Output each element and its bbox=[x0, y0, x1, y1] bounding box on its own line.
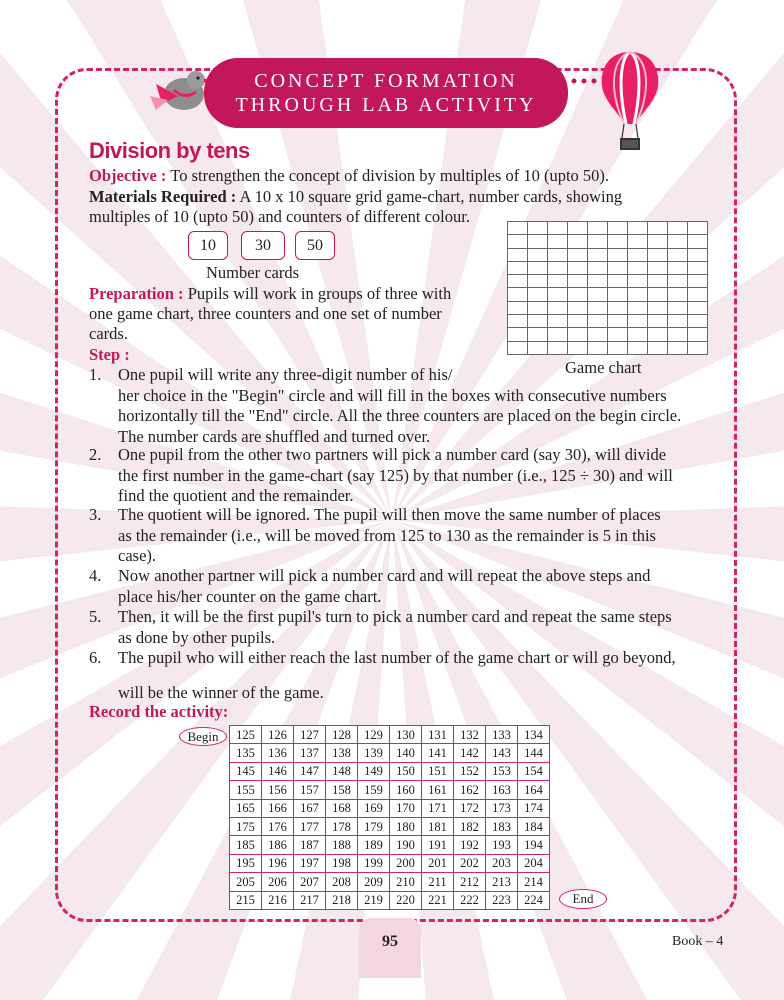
record-cell: 146 bbox=[262, 762, 294, 780]
record-row bbox=[230, 836, 550, 854]
section-title: Division by tens bbox=[89, 138, 250, 163]
game-chart-cell bbox=[688, 261, 708, 274]
step-line: horizontally till the "End" circle. All the three counters are placed on the begin circle. bbox=[118, 406, 682, 425]
record-cell: 161 bbox=[422, 781, 454, 799]
record-cell: 214 bbox=[518, 873, 550, 891]
game-chart-cell bbox=[668, 328, 688, 341]
game-chart-cell bbox=[608, 261, 628, 274]
record-cell: 176 bbox=[262, 817, 294, 835]
record-cell: 144 bbox=[518, 744, 550, 762]
record-cell: 222 bbox=[454, 891, 486, 909]
record-row bbox=[230, 781, 550, 799]
game-chart-cell bbox=[628, 288, 648, 301]
preparation-line-1 bbox=[89, 284, 451, 304]
number-cards-caption: Number cards bbox=[206, 263, 300, 282]
game-chart-cell bbox=[508, 235, 528, 248]
game-chart-cell bbox=[548, 341, 568, 354]
record-cell: 137 bbox=[294, 744, 326, 762]
game-chart-cell bbox=[628, 222, 648, 235]
materials-text-1: A 10 x 10 square grid game-chart, number cards, showing bbox=[236, 187, 623, 206]
record-cell: 199 bbox=[358, 854, 390, 872]
step-line: place his/her counter on the game chart. bbox=[118, 586, 382, 606]
record-cell: 223 bbox=[486, 891, 518, 909]
record-cell: 190 bbox=[390, 836, 422, 854]
record-cell: 164 bbox=[518, 781, 550, 799]
record-cell: 216 bbox=[262, 891, 294, 909]
record-cell: 169 bbox=[358, 799, 390, 817]
game-chart-cell bbox=[668, 222, 688, 235]
record-cell: 158 bbox=[326, 781, 358, 799]
game-chart-cell bbox=[688, 275, 708, 288]
record-cell: 139 bbox=[358, 744, 390, 762]
record-cell: 182 bbox=[454, 817, 486, 835]
record-cell: 156 bbox=[262, 781, 294, 799]
concept-banner bbox=[204, 58, 568, 128]
game-chart-cell bbox=[588, 222, 608, 235]
game-chart-cell bbox=[588, 315, 608, 328]
game-chart-cell bbox=[568, 275, 588, 288]
record-cell: 131 bbox=[422, 726, 454, 744]
game-chart-cell bbox=[508, 248, 528, 261]
game-chart-cell bbox=[608, 288, 628, 301]
game-chart-cell bbox=[588, 275, 608, 288]
record-cell: 153 bbox=[486, 762, 518, 780]
game-chart-cell bbox=[628, 275, 648, 288]
step-line: case). bbox=[118, 546, 157, 565]
record-chart bbox=[229, 725, 550, 910]
record-cell: 165 bbox=[230, 799, 262, 817]
game-chart-cell bbox=[588, 341, 608, 354]
record-cell: 215 bbox=[230, 891, 262, 909]
record-cell: 224 bbox=[518, 891, 550, 909]
record-cell: 192 bbox=[454, 836, 486, 854]
number-card-30: 30 bbox=[241, 231, 285, 260]
record-row bbox=[230, 891, 550, 909]
step-line: The quotient will be ignored. The pupil will then move the same number of places bbox=[118, 505, 661, 524]
game-chart-cell bbox=[508, 261, 528, 274]
record-cell: 147 bbox=[294, 762, 326, 780]
game-chart-cell bbox=[648, 248, 668, 261]
step-label: Step : bbox=[89, 345, 130, 364]
dots-decoration bbox=[570, 78, 600, 84]
game-chart-cell bbox=[648, 328, 668, 341]
game-chart-cell bbox=[568, 261, 588, 274]
record-row bbox=[230, 817, 550, 835]
game-chart-cell bbox=[508, 328, 528, 341]
record-cell: 129 bbox=[358, 726, 390, 744]
record-cell: 154 bbox=[518, 762, 550, 780]
record-row bbox=[230, 799, 550, 817]
record-cell: 132 bbox=[454, 726, 486, 744]
record-cell: 159 bbox=[358, 781, 390, 799]
step-line: One pupil will write any three-digit number of his/ bbox=[118, 365, 453, 384]
step-line: as done by other pupils. bbox=[118, 627, 276, 647]
game-chart-cell bbox=[528, 341, 548, 354]
record-cell: 138 bbox=[326, 744, 358, 762]
game-chart-cell bbox=[648, 301, 668, 314]
game-chart-cell bbox=[648, 315, 668, 328]
record-cell: 173 bbox=[486, 799, 518, 817]
record-cell: 196 bbox=[262, 854, 294, 872]
game-chart-cell bbox=[548, 301, 568, 314]
end-circle: End bbox=[559, 889, 607, 909]
game-chart-cell bbox=[568, 235, 588, 248]
game-chart-cell bbox=[548, 235, 568, 248]
record-cell: 168 bbox=[326, 799, 358, 817]
record-cell: 207 bbox=[294, 873, 326, 891]
game-chart-cell bbox=[528, 328, 548, 341]
game-chart-cell bbox=[688, 248, 708, 261]
record-cell: 186 bbox=[262, 836, 294, 854]
game-chart-cell bbox=[688, 315, 708, 328]
record-cell: 163 bbox=[486, 781, 518, 799]
record-cell: 200 bbox=[390, 854, 422, 872]
game-chart-cell bbox=[568, 248, 588, 261]
banner-line-1: CONCEPT FORMATION bbox=[254, 70, 518, 92]
record-cell: 195 bbox=[230, 854, 262, 872]
preparation-label: Preparation : bbox=[89, 284, 184, 303]
game-chart-cell bbox=[528, 275, 548, 288]
game-chart-cell bbox=[628, 301, 648, 314]
step-line: The number cards are shuffled and turned over. bbox=[118, 426, 431, 446]
record-cell: 150 bbox=[390, 762, 422, 780]
game-chart-cell bbox=[668, 288, 688, 301]
game-chart-cell bbox=[588, 288, 608, 301]
game-chart-cell bbox=[608, 235, 628, 248]
record-cell: 201 bbox=[422, 854, 454, 872]
game-chart-cell bbox=[628, 261, 648, 274]
game-chart-cell bbox=[688, 328, 708, 341]
record-cell: 219 bbox=[358, 891, 390, 909]
game-chart-cell bbox=[668, 341, 688, 354]
game-chart-cell bbox=[608, 275, 628, 288]
record-cell: 221 bbox=[422, 891, 454, 909]
record-cell: 152 bbox=[454, 762, 486, 780]
game-chart-cell bbox=[648, 222, 668, 235]
bird-icon bbox=[148, 66, 210, 118]
step-number: 1. bbox=[89, 365, 102, 384]
objective-label: Objective : bbox=[89, 166, 167, 185]
game-chart-cell bbox=[628, 315, 648, 328]
game-chart-cell bbox=[588, 248, 608, 261]
game-chart-cell bbox=[628, 341, 648, 354]
record-cell: 180 bbox=[390, 817, 422, 835]
record-cell: 171 bbox=[422, 799, 454, 817]
book-label: Book – 4 bbox=[672, 934, 724, 949]
game-chart-cell bbox=[508, 222, 528, 235]
record-cell: 130 bbox=[390, 726, 422, 744]
record-row bbox=[230, 762, 550, 780]
record-cell: 162 bbox=[454, 781, 486, 799]
game-chart-cell bbox=[628, 235, 648, 248]
game-chart-cell bbox=[528, 288, 548, 301]
game-chart-cell bbox=[668, 235, 688, 248]
game-chart-cell bbox=[508, 275, 528, 288]
record-cell: 193 bbox=[486, 836, 518, 854]
record-cell: 220 bbox=[390, 891, 422, 909]
record-cell: 202 bbox=[454, 854, 486, 872]
objective-text: To strengthen the concept of division by multiples of 10 (upto 50). bbox=[166, 166, 610, 185]
game-chart-cell bbox=[588, 301, 608, 314]
game-chart-cell bbox=[688, 288, 708, 301]
step-number: 3. bbox=[89, 505, 102, 524]
record-cell: 213 bbox=[486, 873, 518, 891]
game-chart-cell bbox=[548, 315, 568, 328]
number-card-10: 10 bbox=[188, 231, 228, 260]
record-row bbox=[230, 744, 550, 762]
step-line: will be the winner of the game. bbox=[118, 682, 324, 702]
game-chart-cell bbox=[548, 288, 568, 301]
step-line: Then, it will be the first pupil's turn to pick a number card and repeat the same steps bbox=[118, 607, 672, 626]
game-chart-caption: Game chart bbox=[565, 358, 642, 377]
game-chart-cell bbox=[548, 261, 568, 274]
record-cell: 145 bbox=[230, 762, 262, 780]
record-cell: 151 bbox=[422, 762, 454, 780]
record-cell: 189 bbox=[358, 836, 390, 854]
game-chart-cell bbox=[568, 341, 588, 354]
record-cell: 198 bbox=[326, 854, 358, 872]
step-number: 5. bbox=[89, 607, 102, 626]
record-cell: 204 bbox=[518, 854, 550, 872]
game-chart-cell bbox=[608, 341, 628, 354]
record-cell: 128 bbox=[326, 726, 358, 744]
record-cell: 133 bbox=[486, 726, 518, 744]
record-cell: 175 bbox=[230, 817, 262, 835]
record-cell: 218 bbox=[326, 891, 358, 909]
step-line: Now another partner will pick a number card and will repeat the above steps and bbox=[118, 566, 651, 585]
record-cell: 206 bbox=[262, 873, 294, 891]
record-cell: 209 bbox=[358, 873, 390, 891]
game-chart-cell bbox=[588, 235, 608, 248]
materials-label: Materials Required : bbox=[89, 187, 237, 206]
game-chart-cell bbox=[568, 222, 588, 235]
record-cell: 143 bbox=[486, 744, 518, 762]
step-line: the first number in the game-chart (say 125) by that number (i.e., 125 ÷ 30) and will bbox=[118, 465, 673, 485]
begin-circle: Begin bbox=[179, 727, 227, 746]
step-number: 4. bbox=[89, 566, 102, 585]
record-cell: 212 bbox=[454, 873, 486, 891]
game-chart-cell bbox=[568, 288, 588, 301]
record-row bbox=[230, 726, 550, 744]
record-cell: 205 bbox=[230, 873, 262, 891]
record-cell: 160 bbox=[390, 781, 422, 799]
record-cell: 194 bbox=[518, 836, 550, 854]
step-number: 2. bbox=[89, 445, 102, 464]
game-chart-cell bbox=[608, 301, 628, 314]
objective-line bbox=[89, 166, 609, 186]
game-chart-cell bbox=[648, 261, 668, 274]
record-cell: 142 bbox=[454, 744, 486, 762]
record-cell: 167 bbox=[294, 799, 326, 817]
game-chart-cell bbox=[528, 301, 548, 314]
step-line: One pupil from the other two partners will pick a number card (say 30), will divide bbox=[118, 445, 667, 464]
hot-air-balloon-icon bbox=[598, 48, 662, 152]
game-chart-cell bbox=[608, 222, 628, 235]
record-cell: 125 bbox=[230, 726, 262, 744]
record-cell: 155 bbox=[230, 781, 262, 799]
game-chart-cell bbox=[528, 315, 548, 328]
record-cell: 136 bbox=[262, 744, 294, 762]
step-number: 6. bbox=[89, 648, 102, 667]
record-cell: 134 bbox=[518, 726, 550, 744]
game-chart-cell bbox=[688, 222, 708, 235]
record-cell: 217 bbox=[294, 891, 326, 909]
game-chart-cell bbox=[648, 341, 668, 354]
game-chart-cell bbox=[648, 275, 668, 288]
game-chart-cell bbox=[528, 261, 548, 274]
game-chart-cell bbox=[668, 248, 688, 261]
game-chart-cell bbox=[568, 328, 588, 341]
record-cell: 184 bbox=[518, 817, 550, 835]
record-cell: 210 bbox=[390, 873, 422, 891]
record-heading: Record the activity: bbox=[89, 702, 229, 721]
game-chart-cell bbox=[508, 301, 528, 314]
game-chart-cell bbox=[628, 248, 648, 261]
game-chart-cell bbox=[688, 235, 708, 248]
record-cell: 141 bbox=[422, 744, 454, 762]
game-chart-cell bbox=[588, 328, 608, 341]
record-cell: 191 bbox=[422, 836, 454, 854]
record-row bbox=[230, 854, 550, 872]
game-chart-cell bbox=[528, 235, 548, 248]
game-chart-cell bbox=[548, 248, 568, 261]
game-chart-cell bbox=[608, 328, 628, 341]
step-line: The pupil who will either reach the last number of the game chart or will go beyond, bbox=[118, 648, 676, 667]
record-cell: 197 bbox=[294, 854, 326, 872]
game-chart-cell bbox=[528, 222, 548, 235]
record-cell: 170 bbox=[390, 799, 422, 817]
game-chart-cell bbox=[568, 301, 588, 314]
game-chart-cell bbox=[528, 248, 548, 261]
game-chart-cell bbox=[548, 222, 568, 235]
record-cell: 177 bbox=[294, 817, 326, 835]
game-chart-cell bbox=[608, 248, 628, 261]
step-line: her choice in the "Begin" circle and will fill in the boxes with consecutive numbers bbox=[118, 385, 667, 405]
record-cell: 127 bbox=[294, 726, 326, 744]
record-cell: 185 bbox=[230, 836, 262, 854]
number-card-50: 50 bbox=[295, 231, 335, 260]
step-line: find the quotient and the remainder. bbox=[118, 486, 354, 505]
record-cell: 166 bbox=[262, 799, 294, 817]
record-cell: 187 bbox=[294, 836, 326, 854]
game-chart-cell bbox=[568, 315, 588, 328]
record-cell: 211 bbox=[422, 873, 454, 891]
game-chart-cell bbox=[548, 328, 568, 341]
page-number: 95 bbox=[359, 918, 421, 978]
game-chart-cell bbox=[648, 235, 668, 248]
game-chart-cell bbox=[668, 261, 688, 274]
materials-line-2: multiples of 10 (upto 50) and counters of different colour. bbox=[89, 207, 470, 226]
preparation-line-2: one game chart, three counters and one set of number bbox=[89, 304, 442, 323]
preparation-text-1: Pupils will work in groups of three with bbox=[183, 284, 452, 303]
record-cell: 149 bbox=[358, 762, 390, 780]
record-cell: 203 bbox=[486, 854, 518, 872]
record-row bbox=[230, 873, 550, 891]
game-chart-cell bbox=[688, 301, 708, 314]
record-cell: 172 bbox=[454, 799, 486, 817]
record-cell: 126 bbox=[262, 726, 294, 744]
preparation-line-3: cards. bbox=[89, 324, 128, 343]
game-chart-cell bbox=[608, 315, 628, 328]
record-cell: 135 bbox=[230, 744, 262, 762]
record-cell: 148 bbox=[326, 762, 358, 780]
game-chart-cell bbox=[548, 275, 568, 288]
record-cell: 174 bbox=[518, 799, 550, 817]
game-chart-cell bbox=[508, 341, 528, 354]
game-chart-cell bbox=[668, 315, 688, 328]
record-cell: 181 bbox=[422, 817, 454, 835]
empty-game-chart bbox=[507, 221, 708, 355]
game-chart-cell bbox=[648, 288, 668, 301]
record-cell: 179 bbox=[358, 817, 390, 835]
game-chart-cell bbox=[668, 275, 688, 288]
record-cell: 140 bbox=[390, 744, 422, 762]
game-chart-cell bbox=[588, 261, 608, 274]
game-chart-cell bbox=[688, 341, 708, 354]
game-chart-cell bbox=[508, 288, 528, 301]
game-chart-cell bbox=[628, 328, 648, 341]
record-cell: 183 bbox=[486, 817, 518, 835]
banner-line-2: THROUGH LAB ACTIVITY bbox=[235, 94, 537, 116]
step-line: as the remainder (i.e., will be moved from 125 to 130 as the remainder is 5 in this bbox=[118, 525, 656, 545]
game-chart-cell bbox=[668, 301, 688, 314]
record-cell: 188 bbox=[326, 836, 358, 854]
record-cell: 178 bbox=[326, 817, 358, 835]
materials-line-1 bbox=[89, 187, 622, 207]
record-cell: 208 bbox=[326, 873, 358, 891]
record-cell: 157 bbox=[294, 781, 326, 799]
game-chart-cell bbox=[508, 315, 528, 328]
